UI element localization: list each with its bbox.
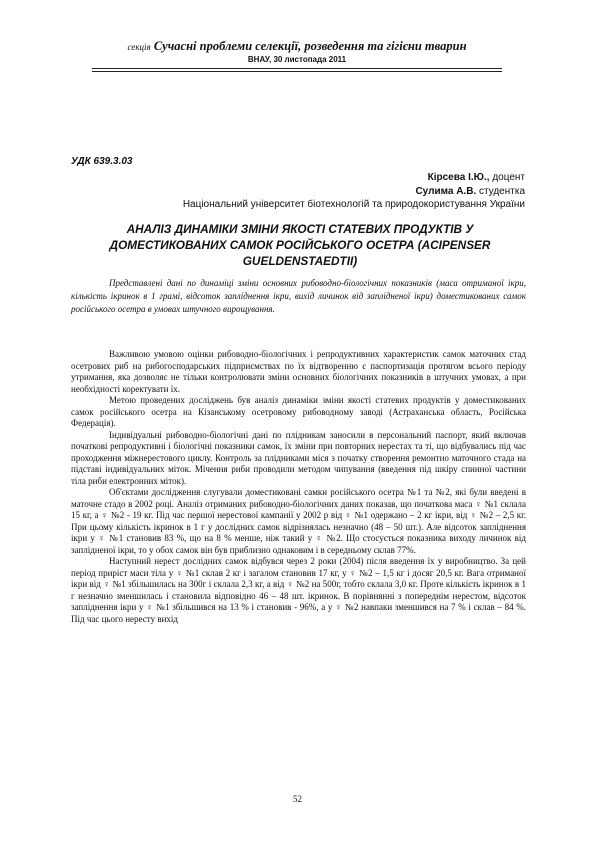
section-prefix: секція [127, 42, 151, 52]
author-name: Кірсева І.Ю., [427, 172, 490, 183]
udk-code: УДК 639.3.03 [71, 156, 133, 167]
author-line-2 [415, 186, 525, 197]
author-role: студентка [478, 186, 525, 197]
header-rule-2 [92, 71, 502, 72]
author-role: доцент [492, 172, 525, 183]
article-title: АНАЛІЗ ДИНАМІКИ ЗМІНИ ЯКОСТІ СТАТЕВИХ ПРОДУКТІВ У ДОМЕСТИКОВАНИХ САМОК РОСІЙСЬКОГО ОСЕТРА (ACIPENSER GUELDENSTAEDTII) [109, 222, 491, 268]
body-paragraph: Наступний нерест дослідних самок відбувся через 2 роки (2004) після введення їх у виробництво. За цей період приріст маси тіла у ♀ №1 склав 2 кг і загалом становив 17 кг, у ♀ №2 – 1,5 кг і досяг 20,5 кг. Вага отриманої ікри від ♀ №1 збільшилась на 300г і склала 2,3 кг, а від ♀ №2 на 500г, тобто склала 3,0 кг. Проте кількість ікринок в 1 г незначно зменшилась і становила відповідно 46 – 48 шт. ікринок. В порівнянні з попереднім нерестом, відсоток запліднення ікри у ♀ №1 збільшився на 13 % і становив - 96%, а у ♀ №2 навпаки зменшився на 7 % і склав – 84 %. Під час цього нересту вихід [71, 556, 526, 624]
body-paragraph: Об'єктами дослідження слугували доместиковані самки російського осетра №1 та №2, які були введені в маточне стадо в 2002 році. Аналіз отриманих рибоводно-біологічних даних показав, що початкова маса ♀ №1 склала 15 кг, а ♀ №2 - 19 кг. Під час першої нерестової кампанії у 2002 р від ♀ №1 одержано – 2 кг ікри, від ♀ №2 – 2,5 кг. При цьому кількість ікринок в 1 г у дослідних самок відрізнялась незначно (48 – 50 шт.). Але відсоток запліднення ікри у ♀ №1 становив 83 %, що на 8 % менше, ніж такий у ♀ №2. Що стосується показника виходу личинок від заплідненої ікри, то у обох самок він був приблизно однаковим і в середньому склав 77%. [71, 487, 526, 555]
section-title: Сучасні проблеми селекції, розведення та гігієни тварин [153, 39, 467, 53]
author-line-1 [428, 172, 525, 183]
body-paragraph: Метою проведених досліджень був аналіз динаміки зміни якості статевих продуктів у доместикованих самок російського осетра на Кізанському осетровому рибоводному заводі (Астраханська область, Російська Федерація). [71, 395, 526, 428]
author-name: Сулима А.В. [415, 186, 477, 197]
body-paragraph: Індивідуальні рибоводно-біологічні дані по плідникам заносили в персональний паспорт, який включав початкові репродуктивні і біологічні показники самок, їх зміни при повторних нерестах та ті, що відбувались під час проходження міжнерестового циклу. Контроль за плідниками міся з початку створення ремонтно маточного стада на підставі індивідуальних міток. Мічення риби проводили методом чипування (введення під шкіру спинної частини тіла риби електронних міток). [71, 429, 526, 486]
article-body [71, 349, 526, 625]
body-paragraph: Важливою умовою оцінки рибоводно-біологічних і репродуктивних характеристик самок маточних стад осетрових риб на рибогосподарських підприємствах по їх відтворенню є паспортизація протягом всього періоду утримання, яка дозволяє не тільки контролювати зміни основних біологічних показників в штучних умовах, а при необхідності коректувати їх. [71, 349, 526, 394]
abstract: Представлені дані по динаміці зміни основних рибоводно-біологічних показників (маса отриманої ікри, кількість ікринок в 1 грамі, відсоток запліднення ікри, вихід личинок від заплідненої ікри) доместикованих самок російського осетра в умовах штучного вирощування. [71, 278, 526, 314]
affiliation: Національний університет біотехнологій та природокористування України [182, 199, 525, 210]
header-rule [92, 68, 502, 69]
conference-subline: ВНАУ, 30 листопада 2011 [247, 55, 347, 64]
section-header [92, 39, 502, 54]
page-number: 52 [293, 794, 302, 804]
